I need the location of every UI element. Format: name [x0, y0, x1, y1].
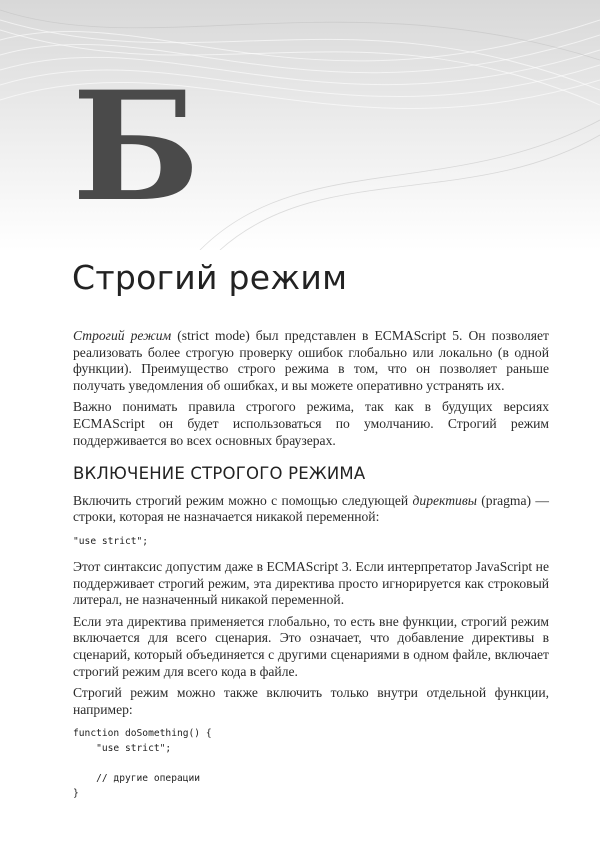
paragraph-text: (strict mode) был представлен в ECMAScript 5. Он позволяет реализовать более строгую проверку ошибок глобально или локально (в одной функции). Преимущество строго режима в том, что он позволяет раньше получать уведомления об ошибках, и вы можете оперативно устранять их. — [73, 328, 549, 393]
code-block-use-strict: "use strict"; — [73, 535, 149, 547]
term-strict-mode: Строгий режим — [73, 328, 172, 343]
paragraph-syntax: Этот синтаксис допустим даже в ECMAScript 3. Если интерпретатор JavaScript не поддерживает строгий режим, эта директива просто игнорируется как строковый литерал, не назначенный никакой переменной. — [73, 558, 549, 608]
paragraph-text: (pragma) — строки, которая не назначается никакой переменной: — [73, 492, 549, 525]
chapter-letter: Б — [72, 59, 201, 235]
section-heading: ВКЛЮЧЕНИЕ СТРОГОГО РЕЖИМА — [73, 464, 366, 484]
chapter-title: Строгий режим — [72, 258, 348, 297]
paragraph-intro — [73, 328, 549, 394]
code-block-function: function doSomething() { "use strict"; // другие операции } — [73, 728, 212, 800]
term-directive: директивы — [412, 492, 477, 508]
paragraph-global: Если эта директива применяется глобально, то есть вне функции, строгий режим включается для всего сценария. Это означает, что добавление директивы в сценарий, который объединяется с другими сценариями в одном файле, включает строгий режим для всего кода в файле. — [73, 613, 549, 679]
paragraph-function: Строгий режим можно также включить только внутри отдельной функции, например: — [73, 685, 549, 717]
chapter-body — [73, 328, 549, 811]
paragraph-text: Включить строгий режим можно с помощью следующей — [73, 492, 413, 508]
paragraph-directive — [73, 493, 549, 526]
paragraph-default: Важно понимать правила строгого режима, так как в будущих версиях ECMAScript он будет использоваться по умолчанию. Строгий режим поддерживается во всех основных браузерах. — [73, 399, 549, 448]
